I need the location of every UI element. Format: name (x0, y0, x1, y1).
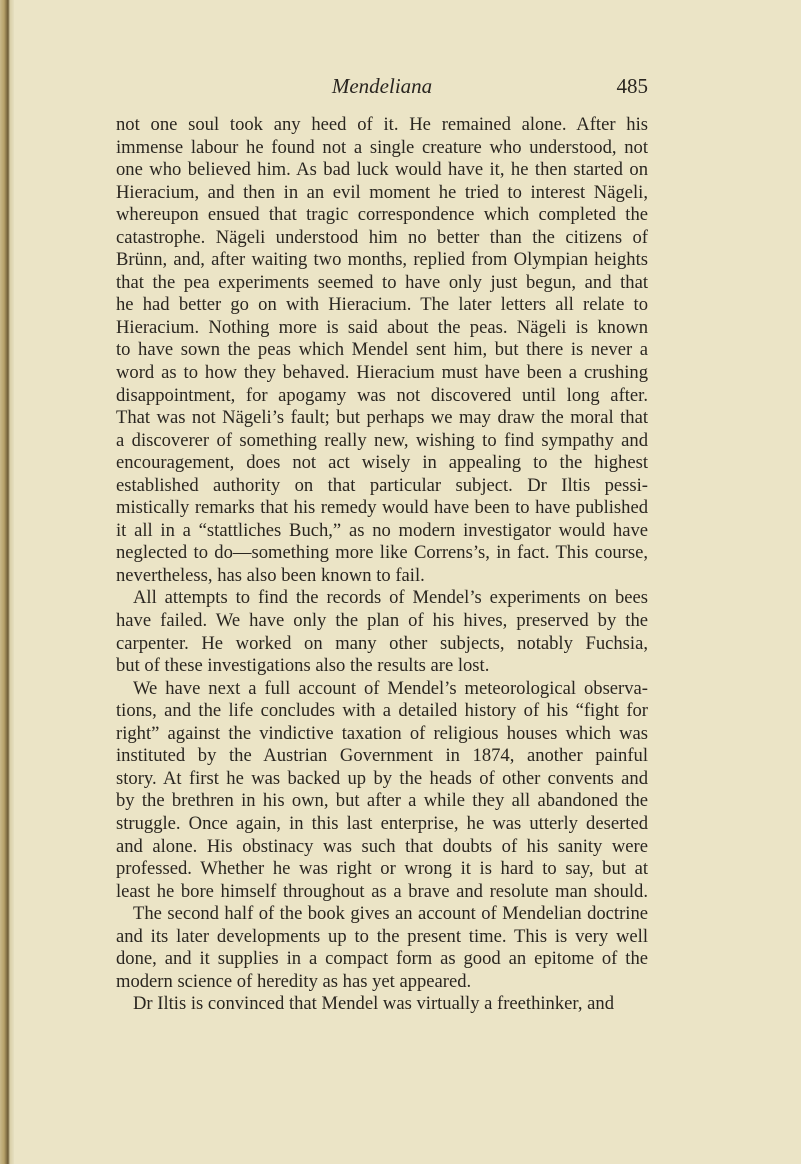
text-line: neglected to do—something more like Correns’s, in fact. This course, (116, 542, 648, 564)
page-number: 485 (616, 74, 648, 98)
text-line: tions, and the life concludes with a detailed history of his “fight for (116, 700, 648, 722)
text-line: done, and it supplies in a compact form as good an epitome of the (116, 948, 648, 970)
text-line: least he bore himself throughout as a brave and resolute man should. (116, 880, 648, 902)
text-line: story. At first he was backed up by the heads of other convents and (116, 767, 648, 789)
text-line: he had better go on with Hieracium. The later letters all relate to (116, 294, 648, 316)
text-line: instituted by the Austrian Government in 1874, another painful (116, 745, 648, 767)
page-body-text (116, 114, 648, 1016)
text-line: The second half of the book gives an account of Mendelian doctrine (133, 903, 648, 925)
text-line: carpenter. He worked on many other subjects, notably Fuchsia, (116, 632, 648, 654)
text-line: All attempts to find the records of Mendel’s experiments on bees (133, 587, 648, 609)
text-line: a discoverer of something really new, wishing to find sympathy and (116, 429, 648, 451)
text-line: that the pea experiments seemed to have only just begun, and that (116, 271, 648, 293)
text-line: Dr Iltis is convinced that Mendel was virtually a freethinker, and (133, 993, 614, 1015)
text-line: right” against the vindictive taxation of religious houses which was (116, 722, 648, 744)
text-line: That was not Nägeli’s fault; but perhaps we may draw the moral that (116, 407, 648, 429)
running-title: Mendeliana (331, 74, 433, 98)
text-line: Brünn, and, after waiting two months, replied from Olympian heights (116, 249, 648, 271)
text-line: it all in a “stattliches Buch,” as no modern investigator would have (116, 519, 648, 541)
page-header (116, 74, 648, 100)
text-line: Hieracium, and then in an evil moment he tried to interest Nägeli, (116, 181, 648, 203)
text-line: not one soul took any heed of it. He remained alone. After his (116, 114, 648, 135)
text-line: and alone. His obstinacy was such that doubts of his sanity were (116, 835, 648, 857)
text-line: to have sown the peas which Mendel sent him, but there is never a (116, 339, 648, 361)
text-line: word as to how they behaved. Hieracium must have been a crushing (116, 362, 648, 384)
text-line: struggle. Once again, in this last enterprise, he was utterly deserted (116, 812, 648, 834)
text-line: one who believed him. As bad luck would have it, he then started on (116, 159, 648, 181)
book-binding-edge (0, 0, 14, 1164)
text-line: encouragement, does not act wisely in appealing to the highest (116, 452, 648, 474)
text-line: established authority on that particular subject. Dr Iltis pessi- (116, 474, 648, 496)
text-line: have failed. We have only the plan of his hives, preserved by the (116, 610, 648, 632)
text-line: catastrophe. Nägeli understood him no better than the citizens of (116, 226, 648, 248)
text-line: mistically remarks that his remedy would have been to have published (116, 497, 648, 519)
text-line: Hieracium. Nothing more is said about the peas. Nägeli is known (116, 316, 648, 338)
text-line: whereupon ensued that tragic correspondence which completed the (116, 204, 648, 226)
text-line: and its later developments up to the present time. This is very well (116, 925, 648, 947)
text-line: disappointment, for apogamy was not discovered until long after. (116, 384, 648, 406)
text-line: but of these investigations also the results are lost. (116, 655, 490, 677)
text-line: nevertheless, has also been known to fail. (116, 564, 425, 586)
text-line: We have next a full account of Mendel’s meteorological observa- (133, 677, 648, 699)
text-line: modern science of heredity as has yet appeared. (116, 970, 472, 992)
text-line: by the brethren in his own, but after a while they all abandoned the (116, 790, 648, 812)
text-line: immense labour he found not a single creature who understood, not (116, 136, 648, 158)
text-line: professed. Whether he was right or wrong it is hard to say, but at (116, 858, 648, 880)
